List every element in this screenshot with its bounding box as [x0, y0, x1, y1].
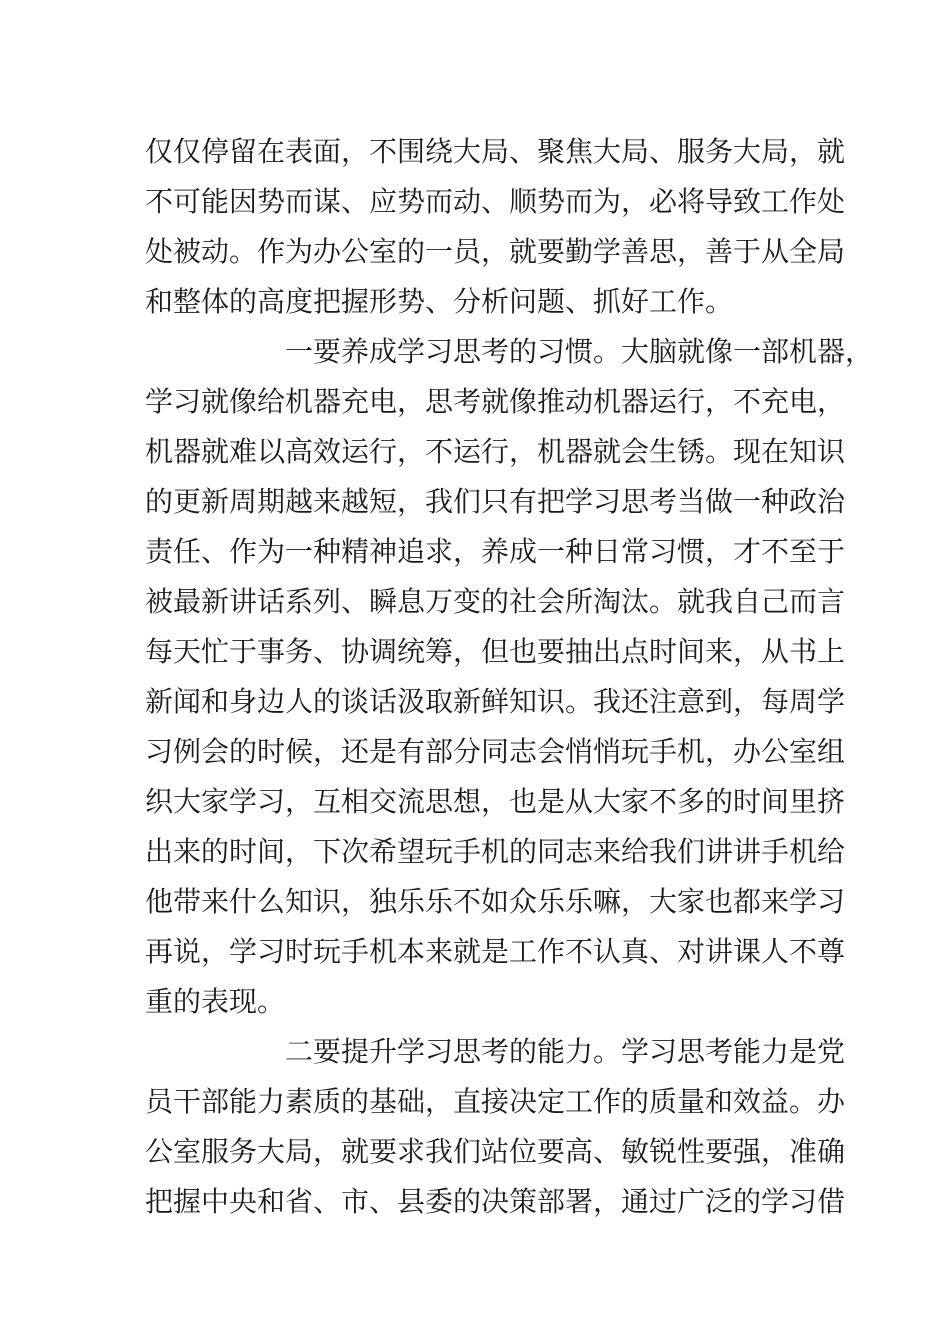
paragraph-3-line-3: 公室服务大局，就要求我们站位要高、敏锐性要强，准确 — [145, 1135, 846, 1168]
paragraph-2-line-4: 的更新周期越来越短，我们只有把学习思考当做一种政治 — [145, 485, 846, 518]
paragraph-2-line-14: 重的表现。 — [145, 985, 286, 1018]
paragraph-2-line-9: 习例会的时候，还是有部分同志会悄悄玩手机，办公室组 — [145, 735, 846, 768]
paragraph-2-line-13: 再说，学习时玩手机本来就是工作不认真、对讲课人不尊 — [145, 935, 846, 968]
paragraph-1-line-2: 不可能因势而谋、应势而动、顺势而为，必将导致工作处 — [145, 185, 846, 218]
paragraph-2-line-6: 被最新讲话系列、瞬息万变的社会所淘汰。就我自己而言 — [145, 585, 846, 618]
paragraph-2-line-12: 他带来什么知识，独乐乐不如众乐乐嘛，大家也都来学习 — [145, 885, 846, 918]
paragraph-2-line-11: 出来的时间，下次希望玩手机的同志来给我们讲讲手机给 — [145, 835, 846, 868]
paragraph-2-line-2: 学习就像给机器充电，思考就像推动机器运行，不充电， — [145, 385, 846, 418]
paragraph-3-line-1: 二要提升学习思考的能力。学习思考能力是党 — [285, 1035, 846, 1068]
paragraph-3-line-2: 员干部能力素质的基础，直接决定工作的质量和效益。办 — [145, 1085, 846, 1118]
paragraph-2-line-10: 织大家学习，互相交流思想，也是从大家不多的时间里挤 — [145, 785, 846, 818]
paragraph-1-line-1: 仅仅停留在表面，不围绕大局、聚焦大局、服务大局，就 — [145, 135, 846, 168]
paragraph-2-line-3: 机器就难以高效运行，不运行，机器就会生锈。现在知识 — [145, 435, 846, 468]
paragraph-1-line-4: 和整体的高度把握形势、分析问题、抓好工作。 — [145, 285, 734, 318]
paragraph-2-line-7: 每天忙于事务、协调统筹，但也要抽出点时间来，从书上 — [145, 635, 846, 668]
paragraph-1-line-3: 处被动。作为办公室的一员，就要勤学善思，善于从全局 — [145, 235, 846, 268]
paragraph-2-line-1: 一要养成学习思考的习惯。大脑就像一部机器， — [285, 335, 874, 368]
paragraph-2-line-5: 责任、作为一种精神追求，养成一种日常习惯，才不至于 — [145, 535, 846, 568]
paragraph-2-line-8: 新闻和身边人的谈话汲取新鲜知识。我还注意到，每周学 — [145, 685, 846, 718]
paragraph-3-line-4: 把握中央和省、市、县委的决策部署，通过广泛的学习借 — [145, 1185, 846, 1218]
